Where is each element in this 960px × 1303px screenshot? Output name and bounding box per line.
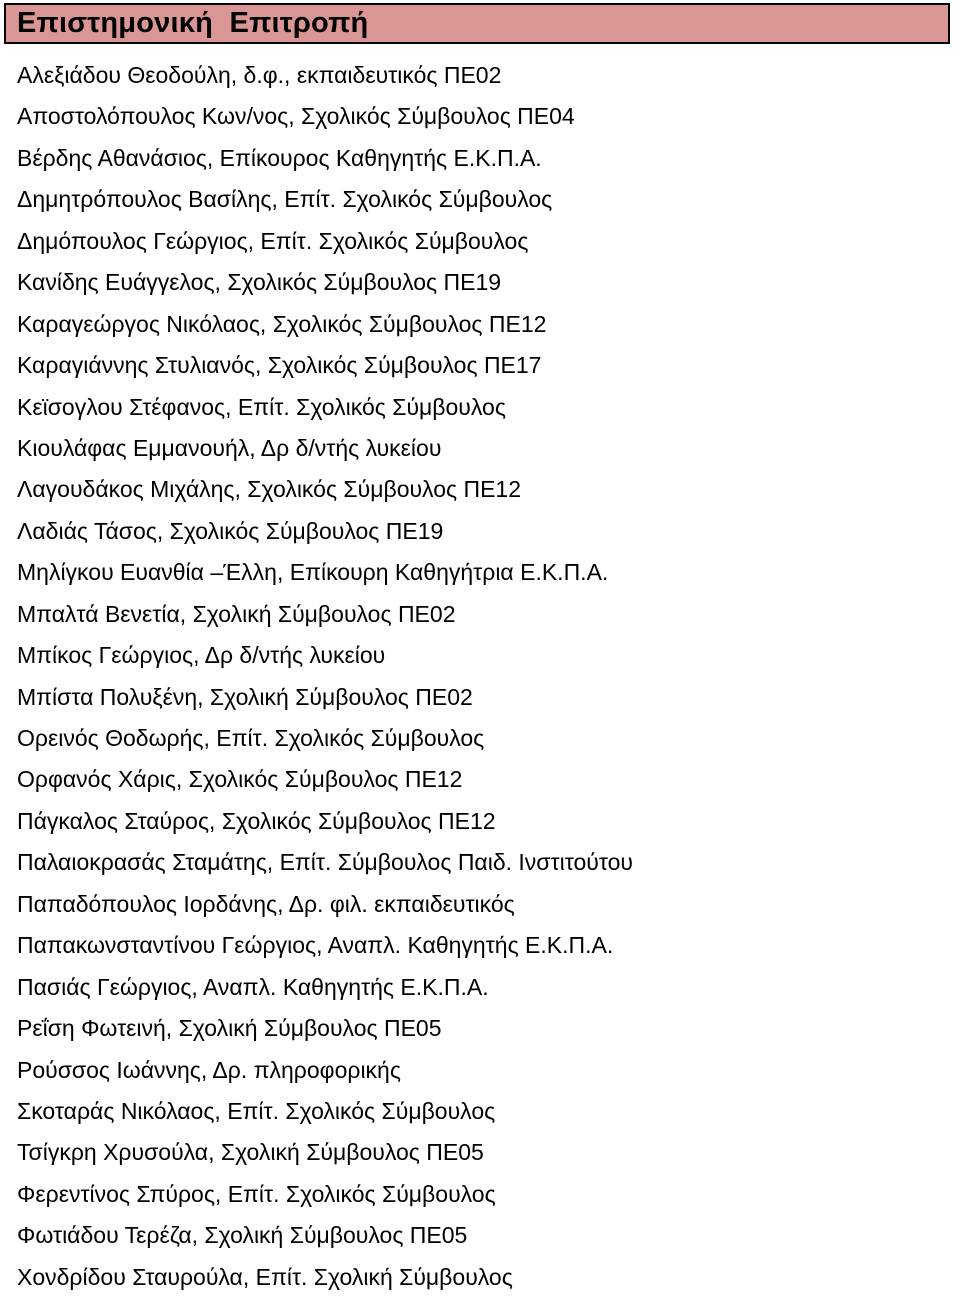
member-entry: Λαγουδάκος Μιχάλης, Σχολικός Σύμβουλος ΠΕ12 [17, 476, 522, 503]
member-entry: Παπακωνσταντίνου Γεώργιος, Αναπλ. Καθηγητής Ε.Κ.Π.Α. [17, 932, 614, 959]
member-entry: Μηλίγκου Ευανθία –Έλλη, Επίκουρη Καθηγήτρια Ε.Κ.Π.Α. [17, 559, 609, 586]
member-entry: Τσίγκρη Χρυσούλα, Σχολική Σύμβουλος ΠΕ05 [17, 1139, 484, 1166]
member-entry: Αποστολόπουλος Κων/νος, Σχολικός Σύμβουλος ΠΕ04 [17, 103, 575, 130]
member-entry: Φωτιάδου Τερέζα, Σχολική Σύμβουλος ΠΕ05 [17, 1222, 468, 1249]
member-entry: Λαδιάς Τάσος, Σχολικός Σύμβουλος ΠΕ19 [17, 517, 444, 544]
member-entry: Μπίκος Γεώργιος, Δρ δ/ντής λυκείου [17, 642, 386, 669]
member-entry: Καραγιάννης Στυλιανός, Σχολικός Σύμβουλος ΠΕ17 [17, 352, 542, 379]
member-entry: Ρούσσος Ιωάννης, Δρ. πληροφορικής [17, 1056, 401, 1083]
member-entry: Ορεινός Θοδωρής, Επίτ. Σχολικός Σύμβουλος [17, 725, 485, 751]
member-entry: Μπαλτά Βενετία, Σχολική Σύμβουλος ΠΕ02 [17, 600, 456, 627]
member-entry: Πασιάς Γεώργιος, Αναπλ. Καθηγητής Ε.Κ.Π.Α. [17, 973, 489, 1000]
member-entry: Κιουλάφας Εμμανουήλ, Δρ δ/ντής λυκείου [17, 434, 442, 461]
member-entry: Ρεΐση Φωτεινή, Σχολική Σύμβουλος ΠΕ05 [17, 1015, 442, 1042]
member-entry: Καραγεώργος Νικόλαος, Σχολικός Σύμβουλος ΠΕ12 [17, 310, 547, 337]
member-entry: Μπίστα Πολυξένη, Σχολική Σύμβουλος ΠΕ02 [17, 683, 473, 710]
member-entry: Δημόπουλος Γεώργιος, Επίτ. Σχολικός Σύμβουλος [17, 227, 529, 254]
member-entry: Βέρδης Αθανάσιος, Επίκουρος Καθηγητής Ε.Κ.Π.Α. [17, 144, 542, 171]
member-entry: Παλαιοκρασάς Σταμάτης, Επίτ. Σύμβουλος Παιδ. Ινστιτούτου [17, 849, 633, 876]
member-entry: Κεϊσογλου Στέφανος, Επίτ. Σχολικός Σύμβουλος [17, 393, 506, 420]
section-title-bar [4, 3, 950, 44]
member-entry: Παπαδόπουλος Ιορδάνης, Δρ. φιλ. εκπαιδευτικός [17, 890, 515, 917]
member-entry: Πάγκαλος Σταύρος, Σχολικός Σύμβουλος ΠΕ12 [17, 807, 496, 834]
member-entry: Ορφανός Χάρις, Σχολικός Σύμβουλος ΠΕ12 [17, 766, 463, 793]
committee-member-list [17, 60, 633, 1303]
member-entry: Χονδρίδου Σταυρούλα, Επίτ. Σχολική Σύμβουλος [17, 1263, 513, 1290]
member-entry: Κανίδης Ευάγγελος, Σχολικός Σύμβουλος ΠΕ19 [17, 269, 502, 296]
member-entry: Αλεξιάδου Θεοδούλη, δ.φ., εκπαιδευτικός ΠΕ02 [17, 62, 502, 88]
member-entry: Σκοταράς Νικόλαος, Επίτ. Σχολικός Σύμβουλος [17, 1097, 496, 1124]
member-entry: Δημητρόπουλος Βασίλης, Επίτ. Σχολικός Σύμβουλος [17, 186, 553, 213]
section-title: Επιστημονική Επιτροπή [17, 7, 369, 39]
member-entry: Φερεντίνος Σπύρος, Επίτ. Σχολικός Σύμβουλος [17, 1180, 496, 1207]
